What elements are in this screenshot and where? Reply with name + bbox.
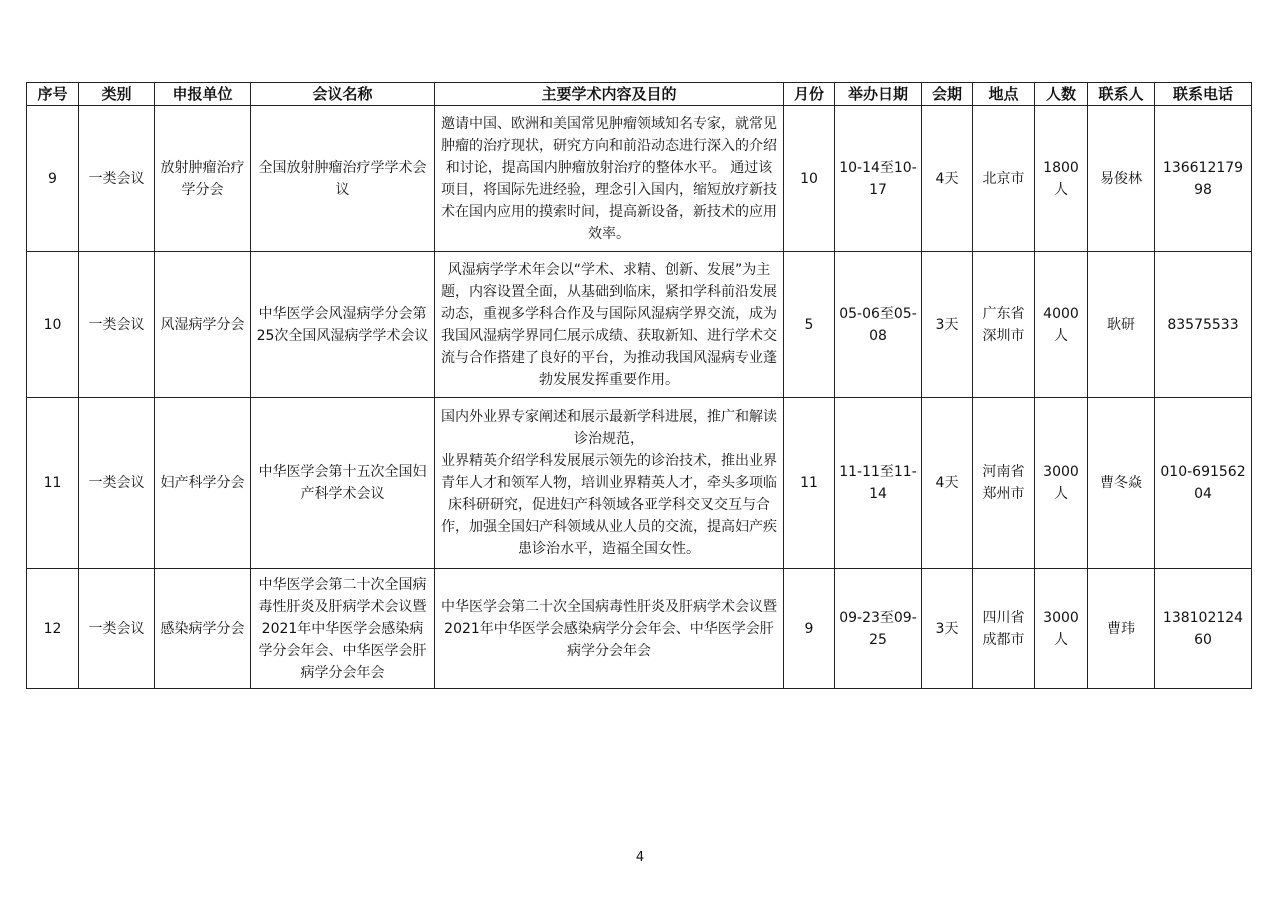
cell-content: 邀请中国、欧洲和美国常见肿瘤领域知名专家，就常见肿瘤的治疗现状，研究方向和前沿动态进行深入的介绍和讨论，提高国内肿瘤放射治疗的整体水平。 通过该项目，将国际先进经验，理念引入国内，缩短放疗新技术在国内应用的摸索时间，提高新设备，新技术的应用效率。 — [435, 106, 784, 252]
cell-category: 一类会议 — [79, 569, 155, 689]
cell-duration: 4天 — [922, 398, 973, 569]
cell-category: 一类会议 — [79, 106, 155, 252]
header-date: 举办日期 — [835, 83, 922, 106]
header-month: 月份 — [784, 83, 835, 106]
header-no: 序号 — [27, 83, 79, 106]
cell-month: 5 — [784, 252, 835, 398]
header-unit: 申报单位 — [155, 83, 251, 106]
cell-contact: 易俊林 — [1088, 106, 1155, 252]
cell-unit: 风湿病学分会 — [155, 252, 251, 398]
cell-month: 9 — [784, 569, 835, 689]
cell-no: 11 — [27, 398, 79, 569]
cell-phone: 83575533 — [1155, 252, 1252, 398]
cell-contact: 曹冬焱 — [1088, 398, 1155, 569]
cell-unit: 妇产科学分会 — [155, 398, 251, 569]
cell-attendees: 3000人 — [1035, 398, 1088, 569]
cell-location: 北京市 — [973, 106, 1035, 252]
header-row — [27, 83, 1252, 106]
cell-contact: 曹玮 — [1088, 569, 1155, 689]
cell-date: 10-14至10-17 — [835, 106, 922, 252]
content-line: 国内外业界专家阐述和展示最新学科进展，推广和解读诊治规范， — [441, 409, 777, 447]
cell-contact: 耿研 — [1088, 252, 1155, 398]
table-row — [27, 252, 1252, 398]
cell-no: 10 — [27, 252, 79, 398]
cell-attendees: 3000人 — [1035, 569, 1088, 689]
cell-unit: 放射肿瘤治疗学分会 — [155, 106, 251, 252]
content-line: 业界精英介绍学科发展展示领先的诊治技术，推出业界青年人才和领军人物，培训业界精英人才，牵头多项临床科研研究，促进妇产科领域各亚学科交叉交互与合作，加强全国妇产科领域从业人员的交流，提高妇产疾患诊治水平，造福全国女性。 — [441, 453, 777, 557]
cell-duration: 4天 — [922, 106, 973, 252]
cell-duration: 3天 — [922, 252, 973, 398]
cell-date: 11-11至11-14 — [835, 398, 922, 569]
header-category: 类别 — [79, 83, 155, 106]
cell-phone: 13661217998 — [1155, 106, 1252, 252]
header-phone: 联系电话 — [1155, 83, 1252, 106]
header-duration: 会期 — [922, 83, 973, 106]
cell-no: 9 — [27, 106, 79, 252]
cell-name: 中华医学会风湿病学分会第25次全国风湿病学学术会议 — [251, 252, 435, 398]
cell-attendees: 1800人 — [1035, 106, 1088, 252]
cell-name: 中华医学会第二十次全国病毒性肝炎及肝病学术会议暨2021年中华医学会感染病学分会年会、中华医学会肝病学分会年会 — [251, 569, 435, 689]
cell-duration: 3天 — [922, 569, 973, 689]
cell-location: 广东省深圳市 — [973, 252, 1035, 398]
cell-attendees: 4000人 — [1035, 252, 1088, 398]
page-number: 4 — [635, 850, 645, 865]
cell-unit: 感染病学分会 — [155, 569, 251, 689]
cell-name: 全国放射肿瘤治疗学学术会议 — [251, 106, 435, 252]
cell-content — [435, 398, 784, 569]
cell-location: 河南省郑州市 — [973, 398, 1035, 569]
cell-date: 05-06至05-08 — [835, 252, 922, 398]
table-row — [27, 569, 1252, 689]
header-contact: 联系人 — [1088, 83, 1155, 106]
cell-month: 10 — [784, 106, 835, 252]
cell-phone: 010-69156204 — [1155, 398, 1252, 569]
cell-no: 12 — [27, 569, 79, 689]
cell-phone: 13810212460 — [1155, 569, 1252, 689]
meeting-table — [26, 82, 1252, 689]
table-row — [27, 106, 1252, 252]
header-name: 会议名称 — [251, 83, 435, 106]
header-location: 地点 — [973, 83, 1035, 106]
header-content: 主要学术内容及目的 — [435, 83, 784, 106]
cell-name: 中华医学会第十五次全国妇产科学术会议 — [251, 398, 435, 569]
header-attendees: 人数 — [1035, 83, 1088, 106]
cell-content: 风湿病学学术年会以“学术、求精、创新、发展”为主题，内容设置全面，从基础到临床，紧扣学科前沿发展动态，重视多学科合作及与国际风湿病学界交流，成为我国风湿病学界同仁展示成绩、获取新知、进行学术交流与合作搭建了良好的平台，为推动我国风湿病专业蓬勃发展发挥重要作用。 — [435, 252, 784, 398]
cell-category: 一类会议 — [79, 398, 155, 569]
cell-date: 09-23至09-25 — [835, 569, 922, 689]
cell-month: 11 — [784, 398, 835, 569]
cell-location: 四川省成都市 — [973, 569, 1035, 689]
cell-category: 一类会议 — [79, 252, 155, 398]
table-row — [27, 398, 1252, 569]
cell-content: 中华医学会第二十次全国病毒性肝炎及肝病学术会议暨2021年中华医学会感染病学分会年会、中华医学会肝病学分会年会 — [435, 569, 784, 689]
